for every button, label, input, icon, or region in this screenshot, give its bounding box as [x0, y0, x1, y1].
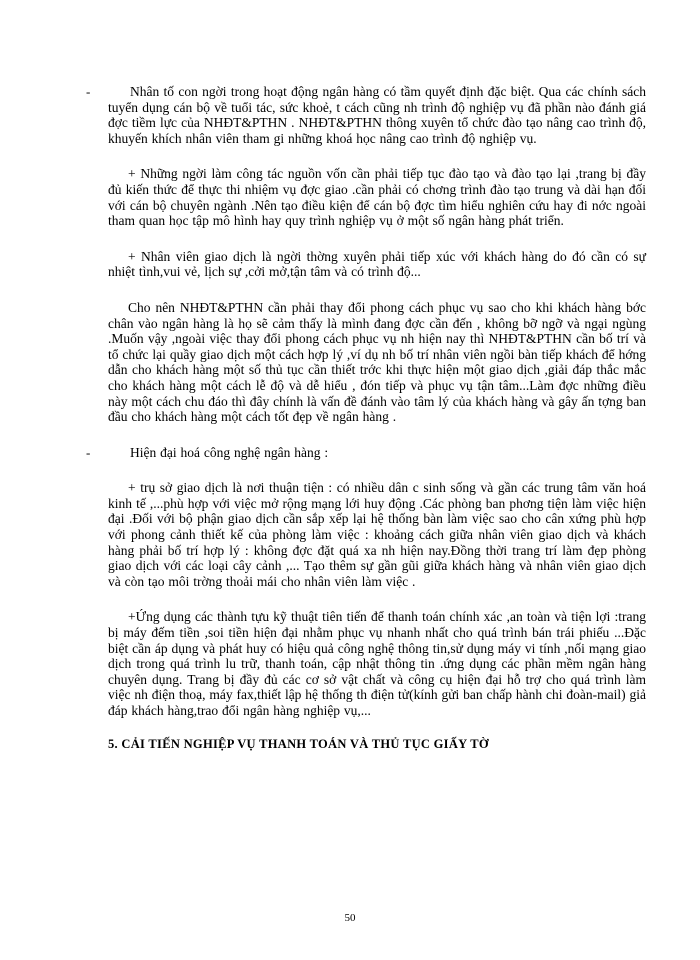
paragraph-transaction-staff	[108, 249, 646, 280]
paragraph-text: + Những ngời làm công tác nguồn vốn cần phải tiếp tục đào tạo và đào tạo lại ,trang bị đầy đủ kiến thức để thực thi nhiệm vụ đợc giao .cần phải có chơng trình đào tạo trung và dài hạn đối với cán bộ chuyên ngành .Nên tạo điều kiện để cán bộ đợc tìm hiểu nghiên cứu hay đi nớc ngoài tham quan học tập mô hình hay quy trình nghiệp vụ ở một số ngân hàng phát triển.	[108, 166, 646, 229]
paragraph-apply-technology	[108, 609, 646, 718]
paragraph-text: + trụ sở giao dịch là nơi thuận tiện : có nhiều dân c sinh sống và gần các trung tâm văn hoá kinh tế ,...phù hợp với việc mở rộng mạng lới huy động .Các phòng ban phơng tiện làm việc hiện đại .Đối với bộ phận giao dịch cần sắp xếp lại hệ thống bàn làm việc sao cho cân xứng phù hợp với phong cảnh thiết kế của phòng làm việc : khoảng cách giữa nhân viên giao dịch và khách hàng phải bố trí hợp lý : không đợc đặt quá xa nh hiện nay.Đồng thời trang trí làm đẹp phòng giao dịch với các loại cây cảnh ,... Tạo thêm sự gần gũi giữa khách hàng và nhân viên giao dịch và còn tạo môi trờng thoải mái cho nhân viên làm việc .	[108, 480, 646, 589]
paragraph-office-location	[108, 480, 646, 589]
paragraph-text: + Nhân viên giao dịch là ngời thờng xuyên phải tiếp xúc với khách hàng do đó cần có sự nhiệt tình,vui vẻ, lịch sự ,cởi mở,tận tâm và có trình độ...	[108, 248, 646, 280]
document-body	[86, 84, 646, 752]
paragraph-capital-staff	[108, 166, 646, 228]
paragraph-text: Nhân tố con ngời trong hoạt động ngân hàng có tầm quyết định đặc biệt. Qua các chính sách tuyển dụng cán bộ về tuổi tác, sức khoẻ, t cách cũng nh trình độ nghiệp vụ đã phần nào đánh giá đợc tiềm lực của NHĐT&PTHN . NHĐT&PTHN thông xuyên tổ chức đào tạo nâng cao trình độ, khuyến khích nhân viên tham gi những khoá học nâng cao trình độ nghiệp vụ.	[108, 84, 646, 146]
bullet-dash: -	[86, 444, 91, 460]
section-heading: 5. CẢI TIẾN NGHIỆP VỤ THANH TOÁN VÀ THỦ TỤC GIẤY TỜ	[108, 736, 489, 751]
bullet-dash: -	[86, 84, 91, 99]
paragraph-human-factor	[86, 84, 646, 146]
paragraph-service-style	[108, 300, 646, 425]
page-number: 50	[344, 912, 356, 924]
paragraph-text: Cho nên NHĐT&PTHN cần phải thay đổi phong cách phục vụ sao cho khi khách hàng bớc chân vào ngân hàng là họ sẽ cảm thấy là mình đang đợc cần đến , không bỡ ngỡ và ngại ngùng .Muốn vậy ,ngoài việc thay đổi phong cách phục vụ nh hiện nay thì NHĐT&PTHN cần bố trí và tổ chức lại quầy giao dịch một cách hợp lý ,ví dụ nh bố trí nhân viên ngồi bàn tiếp khách để hớng dẫn cho khách hàng một số thủ tục cần thiết trớc khi thực hiện một giao dịch ,giải đáp thắc mắc cho khách hàng một cách lễ độ và dễ hiểu , đón tiếp và phục vụ tận tâm...Làm đợc những điều này một cách chu đáo thì đây chính là vấn đề đánh vào tâm lý của khách hàng và gây ấn tợng ban đầu cho khách hàng một cách tốt đẹp về ngân hàng .	[108, 299, 646, 425]
paragraph-text: Hiện đại hoá công nghệ ngân hàng :	[130, 444, 329, 460]
paragraph-text: +Ứng dụng các thành tựu kỹ thuật tiên tiến để thanh toán chính xác ,an toàn và tiện lợi :trang bị máy đếm tiền ,soi tiền hiện đại nhằm phục vụ nhanh nhất cho quá trình bán trái phiếu ...Đặc biệt cần áp dụng và phát huy có hiệu quả công nghệ thông tin,sử dụng máy vi tính ,nối mạng giao dịch trong quá trình lu trữ, thanh toán, cập nhật thông tin .ứng dụng các phần mềm ngân hàng chuyên dụng. Trang bị đầy đủ các cơ sở vật chất và công cụ hiện đại hỗ trợ cho quá trình làm việc nh điện thoạ, máy fax,thiết lập hệ thống th điện tử(kính gửi ban chấp hành chi đoàn-mail) giả đáp khách hàng,trao đổi ngân hàng nghiệp vụ,...	[108, 609, 646, 718]
paragraph-modernize-tech	[86, 444, 646, 461]
